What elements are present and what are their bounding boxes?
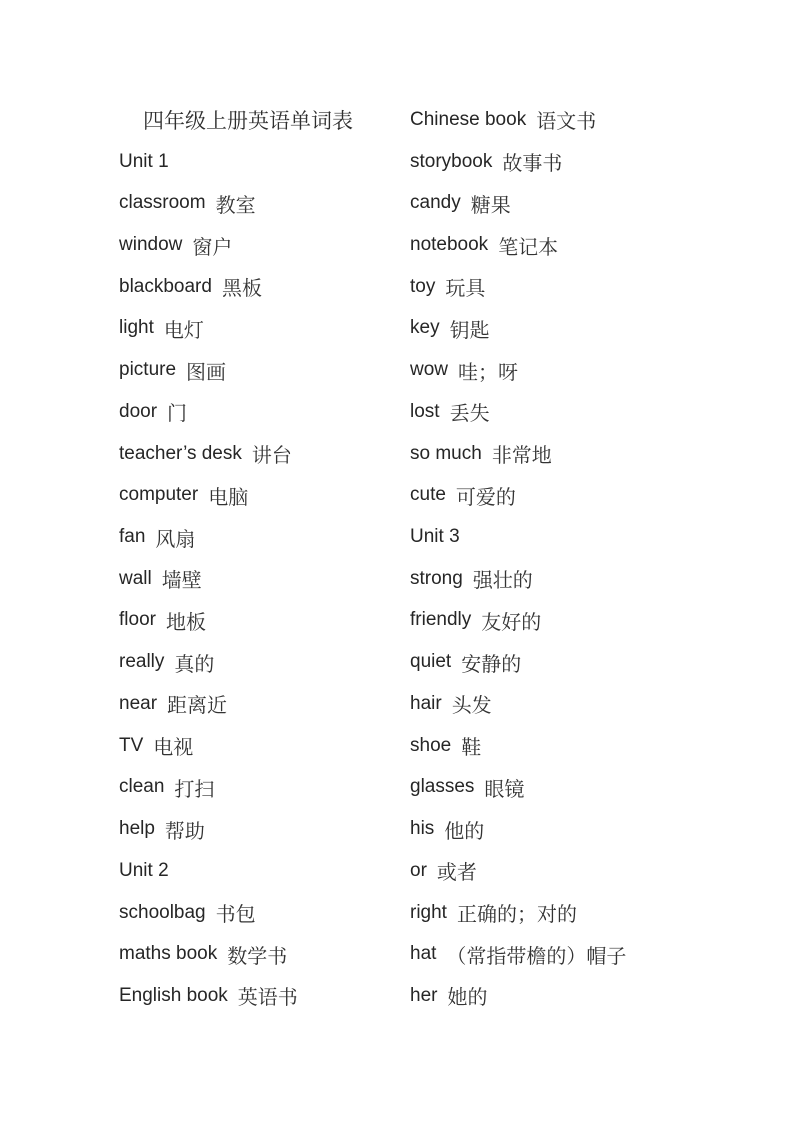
word-english: window <box>119 234 183 256</box>
word-chinese: 强壮的 <box>472 570 533 593</box>
word-english: picture <box>119 359 177 381</box>
word-chinese: 电脑 <box>208 486 249 509</box>
word-chinese: 数学书 <box>227 945 288 968</box>
word-chinese: 或者 <box>436 862 477 885</box>
word-row <box>410 99 626 141</box>
word-row <box>119 641 410 683</box>
word-row <box>119 808 410 850</box>
word-english: lost <box>410 400 440 422</box>
word-row <box>119 349 410 391</box>
word-chinese: 图画 <box>186 361 227 384</box>
word-row <box>410 892 626 934</box>
unit-header <box>119 141 410 183</box>
word-row <box>410 182 626 224</box>
word-english: his <box>410 818 435 840</box>
word-english: notebook <box>410 234 489 256</box>
word-english: TV <box>119 734 144 756</box>
word-english: storybook <box>410 150 493 172</box>
word-chinese: 正确的；对的 <box>456 904 577 927</box>
unit-header <box>410 516 626 558</box>
word-row <box>410 683 626 725</box>
word-chinese: 玩具 <box>445 278 486 301</box>
word-chinese: 帮助 <box>164 820 205 843</box>
unit-header-label: Unit 2 <box>119 859 169 881</box>
word-row <box>119 683 410 725</box>
word-row <box>119 182 410 224</box>
word-row <box>119 767 410 809</box>
word-chinese: 距离近 <box>167 695 228 718</box>
word-row <box>410 558 626 600</box>
word-english: door <box>119 400 158 422</box>
word-row <box>119 266 410 308</box>
word-chinese: 打扫 <box>174 778 215 801</box>
word-english: friendly <box>410 609 472 631</box>
word-english: wow <box>410 359 449 381</box>
word-row <box>410 433 626 475</box>
word-row <box>410 641 626 683</box>
word-row <box>119 433 410 475</box>
word-chinese: 笔记本 <box>498 236 559 259</box>
word-row <box>410 141 626 183</box>
word-row <box>410 474 626 516</box>
word-chinese: 电视 <box>153 737 194 760</box>
word-column-left <box>119 99 410 1017</box>
word-row <box>410 224 626 266</box>
word-chinese: 可爱的 <box>455 486 516 509</box>
word-row <box>410 308 626 350</box>
word-english: near <box>119 692 158 714</box>
unit-header <box>119 850 410 892</box>
word-row <box>410 975 626 1017</box>
word-row <box>410 808 626 850</box>
word-row <box>119 892 410 934</box>
word-chinese: 地板 <box>165 611 206 634</box>
word-chinese: 教室 <box>215 194 256 217</box>
word-row <box>410 600 626 642</box>
word-chinese: 电灯 <box>163 319 204 342</box>
word-chinese: 鞋 <box>461 737 482 760</box>
word-chinese: 安静的 <box>461 653 522 676</box>
word-row <box>119 600 410 642</box>
word-chinese: 钥匙 <box>449 319 490 342</box>
word-chinese: 黑板 <box>221 278 262 301</box>
word-chinese: 眼镜 <box>484 778 525 801</box>
word-row <box>119 516 410 558</box>
word-row <box>119 308 410 350</box>
word-row <box>410 725 626 767</box>
page-title-text: 四年级上册英语单词表 <box>143 108 353 133</box>
word-chinese: （常指带檐的）帽子 <box>446 945 627 968</box>
word-chinese: 糖果 <box>470 194 511 217</box>
word-english: her <box>410 984 438 1006</box>
word-chinese: 英语书 <box>237 987 298 1010</box>
word-english: fan <box>119 526 146 548</box>
word-row <box>119 933 410 975</box>
word-english: really <box>119 651 165 673</box>
word-chinese: 头发 <box>451 695 492 718</box>
word-chinese: 她的 <box>447 987 488 1010</box>
word-english: strong <box>410 567 463 589</box>
word-english: hat <box>410 943 437 965</box>
word-chinese: 窗户 <box>192 236 233 259</box>
word-english: light <box>119 317 154 339</box>
word-chinese: 他的 <box>444 820 485 843</box>
word-row <box>119 474 410 516</box>
word-row <box>119 725 410 767</box>
word-english: floor <box>119 609 156 631</box>
word-row <box>119 558 410 600</box>
word-english: teacher’s desk <box>119 442 242 464</box>
word-row <box>410 850 626 892</box>
word-english: right <box>410 901 447 923</box>
word-english: glasses <box>410 776 475 798</box>
word-english: quiet <box>410 651 452 673</box>
word-chinese: 墙壁 <box>161 570 202 593</box>
word-chinese: 故事书 <box>502 153 563 176</box>
word-list <box>119 99 626 1017</box>
word-english: wall <box>119 567 152 589</box>
word-row <box>410 767 626 809</box>
word-column-right <box>410 99 626 1017</box>
unit-header-label: Unit 1 <box>119 150 169 172</box>
word-row <box>119 224 410 266</box>
word-english: Chinese book <box>410 108 527 130</box>
word-english: candy <box>410 192 461 214</box>
word-chinese: 哇；呀 <box>458 361 519 384</box>
word-chinese: 讲台 <box>251 445 292 468</box>
word-english: blackboard <box>119 275 212 297</box>
word-english: so much <box>410 442 482 464</box>
word-english: English book <box>119 984 228 1006</box>
word-row <box>410 933 626 975</box>
unit-header-label: Unit 3 <box>410 526 460 548</box>
word-chinese: 友好的 <box>481 611 542 634</box>
word-english: key <box>410 317 440 339</box>
word-english: schoolbag <box>119 901 206 923</box>
word-english: or <box>410 859 427 881</box>
word-chinese: 风扇 <box>155 528 196 551</box>
word-row <box>410 349 626 391</box>
word-english: hair <box>410 692 442 714</box>
word-english: toy <box>410 275 436 297</box>
word-chinese: 真的 <box>174 653 215 676</box>
word-english: computer <box>119 484 199 506</box>
word-row <box>410 391 626 433</box>
word-row <box>119 975 410 1017</box>
word-english: help <box>119 818 155 840</box>
word-row <box>410 266 626 308</box>
word-row <box>119 391 410 433</box>
page-title <box>119 99 410 141</box>
word-english: clean <box>119 776 165 798</box>
word-english: classroom <box>119 192 206 214</box>
word-english: shoe <box>410 734 452 756</box>
word-chinese: 非常地 <box>491 445 552 468</box>
word-chinese: 书包 <box>215 904 256 927</box>
word-english: maths book <box>119 943 218 965</box>
word-chinese: 语文书 <box>536 111 597 134</box>
word-chinese: 门 <box>167 403 188 426</box>
word-chinese: 丢失 <box>449 403 490 426</box>
word-english: cute <box>410 484 446 506</box>
